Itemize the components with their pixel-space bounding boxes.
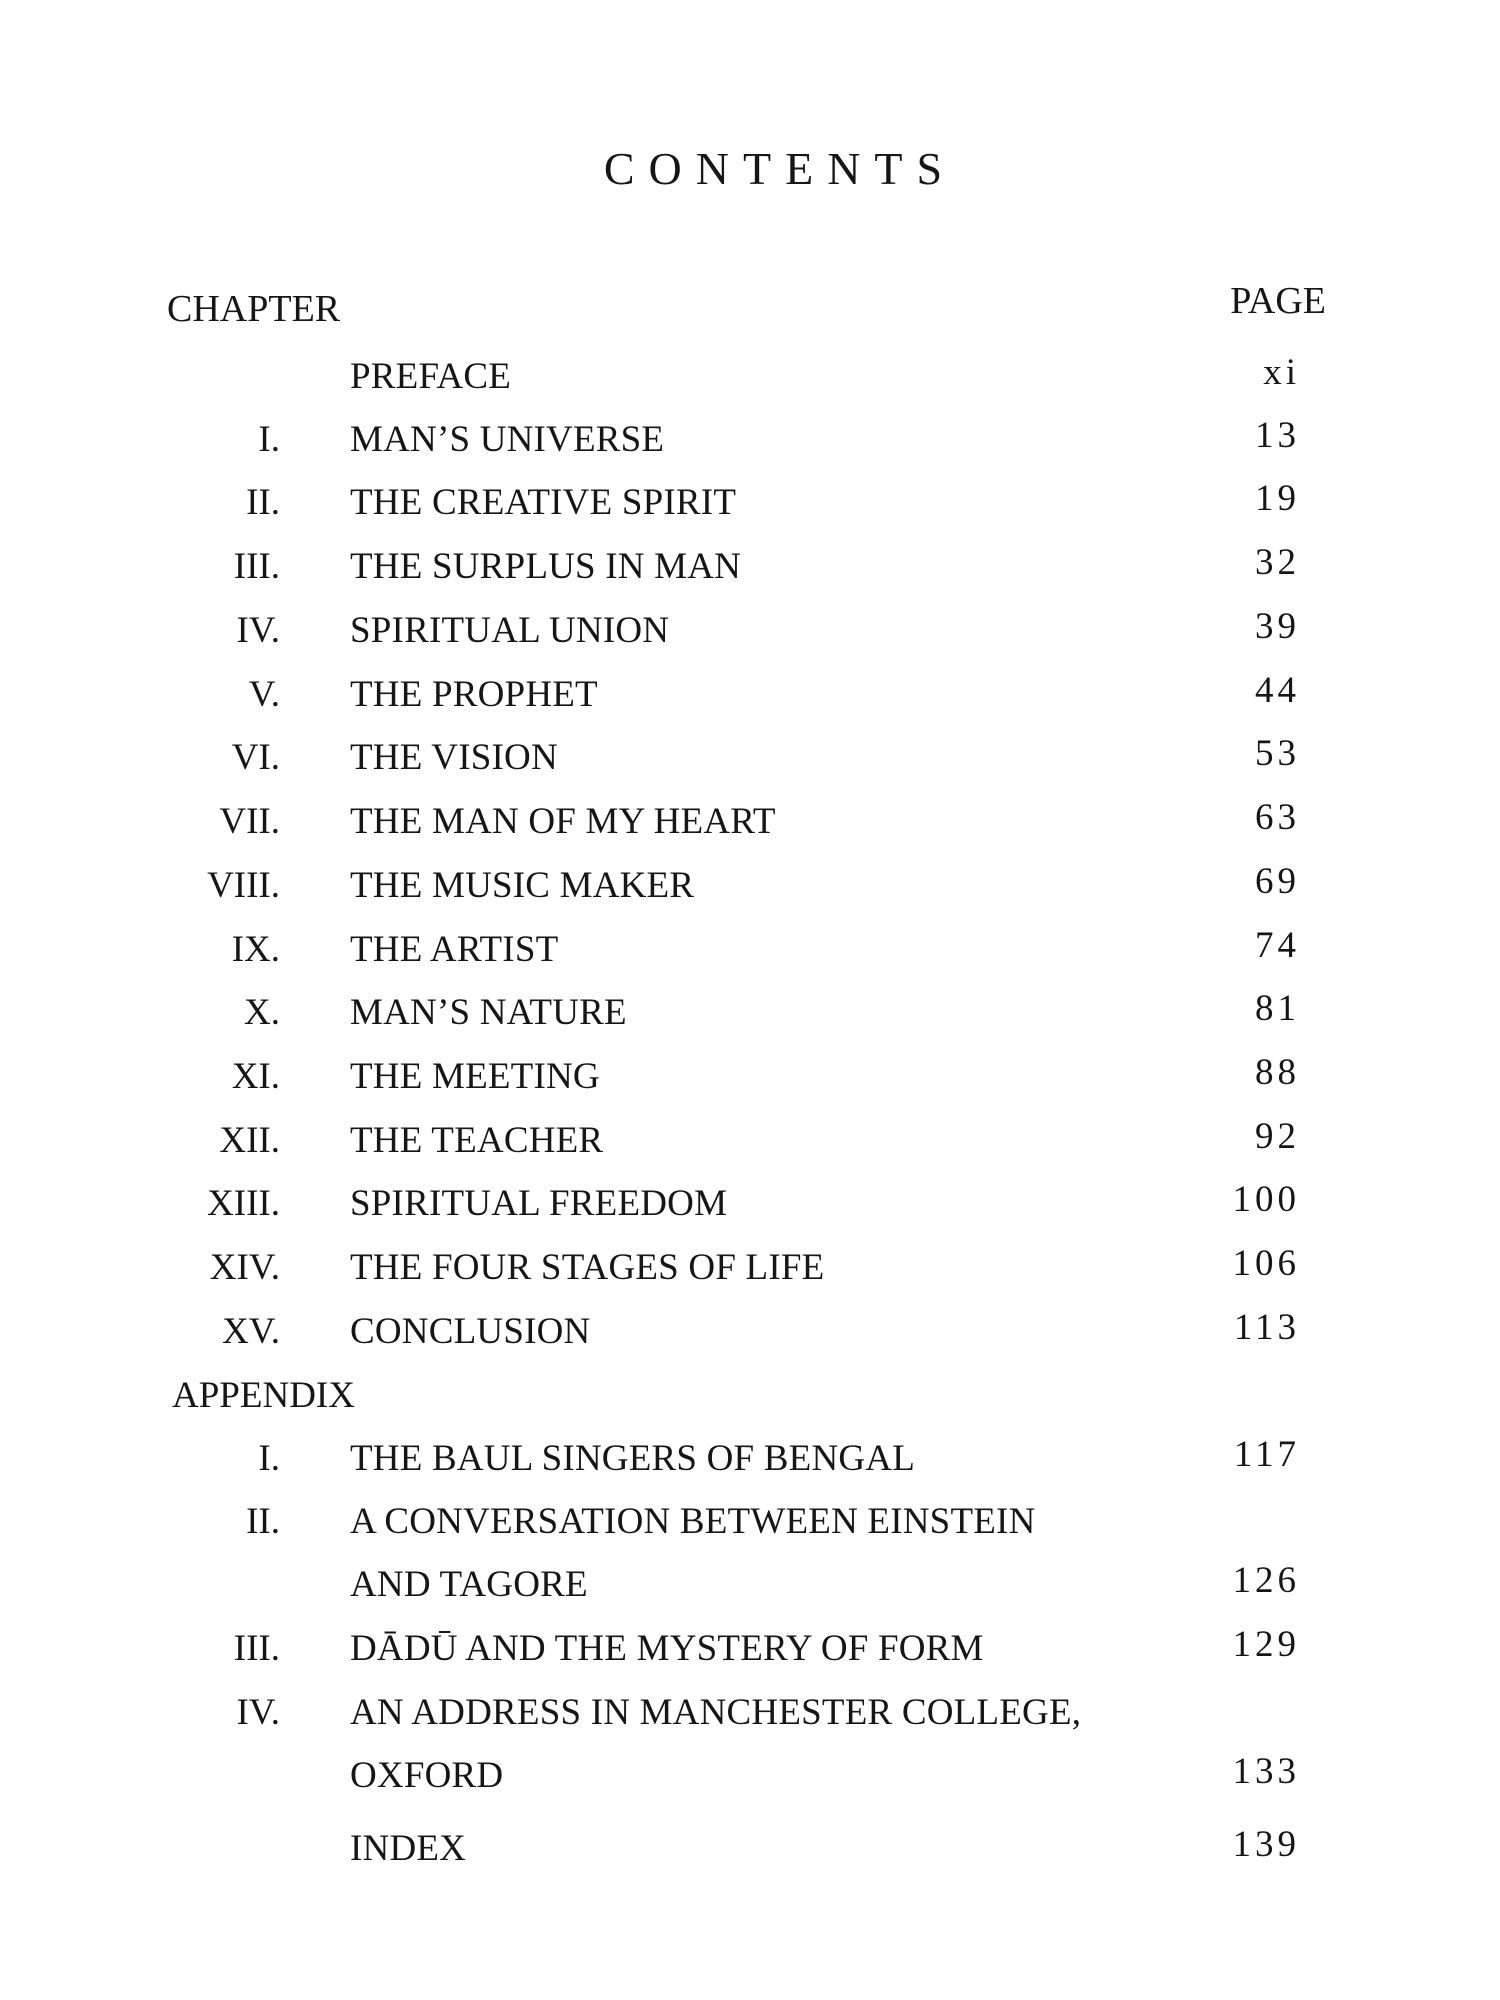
entry-title: THE SURPLUS IN MAN: [350, 546, 742, 587]
toc-entry-appendix[interactable]: [0, 1503, 1500, 1543]
entry-page: 139: [1232, 1824, 1300, 1865]
entry-title: THE MUSIC MAKER: [350, 865, 695, 906]
entry-page: 39: [1255, 606, 1300, 647]
entry-title: SPIRITUAL FREEDOM: [350, 1183, 728, 1224]
entry-page: 106: [1232, 1243, 1300, 1284]
entry-page: 13: [1255, 415, 1300, 456]
entry-title-continued: AND TAGORE: [350, 1564, 588, 1605]
entry-page: 44: [1255, 670, 1300, 711]
entry-page: 32: [1255, 542, 1300, 583]
chapter-number: XIII.: [207, 1183, 280, 1224]
chapter-number: I.: [258, 419, 280, 460]
toc-entry-chapter[interactable]: [0, 1116, 1500, 1162]
entry-title: A CONVERSATION BETWEEN EINSTEIN: [350, 1501, 1036, 1542]
entry-page: 126: [1232, 1560, 1300, 1601]
toc-entry-chapter[interactable]: [0, 1052, 1500, 1098]
toc-entry-chapter[interactable]: [0, 606, 1500, 652]
entry-title: PREFACE: [350, 356, 512, 397]
toc-entry-chapter[interactable]: [0, 1179, 1500, 1225]
appendix-number: IV.: [236, 1692, 280, 1733]
toc-entry-index[interactable]: [0, 1824, 1500, 1870]
toc-entry-chapter[interactable]: [0, 478, 1500, 524]
entry-page: 81: [1255, 988, 1300, 1029]
chapter-number: XV.: [222, 1311, 280, 1352]
appendix-heading: APPENDIX: [172, 1375, 355, 1416]
page-title: CONTENTS: [603, 143, 957, 194]
entry-page: 129: [1232, 1624, 1300, 1665]
chapter-number: V.: [248, 674, 280, 715]
entry-title: MAN’S NATURE: [350, 992, 627, 1033]
entry-title: THE FOUR STAGES OF LIFE: [350, 1247, 825, 1288]
chapter-number: III.: [233, 546, 280, 587]
entry-title-continued: OXFORD: [350, 1755, 504, 1796]
appendix-number: III.: [233, 1628, 280, 1669]
toc-entry-appendix-continued[interactable]: [0, 1560, 1500, 1606]
chapter-number: II.: [246, 482, 280, 523]
entry-title: CONCLUSION: [350, 1311, 591, 1352]
entry-page: 133: [1232, 1751, 1300, 1792]
entry-title: AN ADDRESS IN MANCHESTER COLLEGE,: [350, 1692, 1082, 1733]
entry-page: 63: [1255, 797, 1300, 838]
appendix-number: I.: [258, 1438, 280, 1479]
entry-page: 74: [1255, 925, 1300, 966]
chapter-column-header: CHAPTER: [167, 288, 341, 330]
entry-page: 19: [1255, 478, 1300, 519]
toc-entry-chapter[interactable]: [0, 415, 1500, 461]
toc-entry-appendix[interactable]: [0, 1694, 1500, 1734]
toc-entry-appendix-continued[interactable]: [0, 1751, 1500, 1797]
toc-entry-appendix[interactable]: [0, 1624, 1500, 1670]
page-column-header: PAGE: [1230, 280, 1326, 322]
chapter-number: XIV.: [209, 1247, 280, 1288]
chapter-number: XI.: [231, 1056, 280, 1097]
entry-title: THE MEETING: [350, 1056, 600, 1097]
entry-page: 117: [1233, 1434, 1300, 1475]
entry-title: THE VISION: [350, 737, 558, 778]
appendix-number: II.: [246, 1501, 280, 1542]
entry-title: THE BAUL SINGERS OF BENGAL: [350, 1438, 916, 1479]
entry-title: MAN’S UNIVERSE: [350, 419, 665, 460]
toc-entry-chapter[interactable]: [0, 797, 1500, 843]
entry-page: 113: [1233, 1307, 1300, 1348]
chapter-number: XII.: [219, 1120, 280, 1161]
chapter-number: IV.: [236, 610, 280, 651]
chapter-number: IX.: [231, 929, 280, 970]
toc-entry-appendix[interactable]: [0, 1434, 1500, 1480]
toc-entry-preface[interactable]: [0, 352, 1500, 398]
entry-title: DĀDŪ AND THE MYSTERY OF FORM: [350, 1628, 984, 1669]
entry-page: 53: [1255, 733, 1300, 774]
chapter-number: VII.: [219, 801, 280, 842]
toc-entry-chapter[interactable]: [0, 733, 1500, 779]
entry-title: THE CREATIVE SPIRIT: [350, 482, 737, 523]
entry-page: 88: [1255, 1052, 1300, 1093]
toc-entry-chapter[interactable]: [0, 925, 1500, 971]
toc-entry-chapter[interactable]: [0, 861, 1500, 907]
toc-entry-chapter[interactable]: [0, 670, 1500, 716]
entry-title: THE ARTIST: [350, 929, 559, 970]
entry-page: xi: [1263, 352, 1300, 393]
entry-page: 69: [1255, 861, 1300, 902]
chapter-number: VI.: [231, 737, 280, 778]
entry-title: INDEX: [350, 1828, 467, 1869]
entry-page: 100: [1232, 1179, 1300, 1220]
toc-entry-chapter[interactable]: [0, 542, 1500, 588]
entry-title: SPIRITUAL UNION: [350, 610, 670, 651]
entry-title: THE PROPHET: [350, 674, 598, 715]
toc-entry-chapter[interactable]: [0, 1307, 1500, 1353]
entry-title: THE MAN OF MY HEART: [350, 801, 776, 842]
toc-entry-chapter[interactable]: [0, 988, 1500, 1034]
toc-entry-chapter[interactable]: [0, 1243, 1500, 1289]
entry-title: THE TEACHER: [350, 1120, 604, 1161]
chapter-number: X.: [244, 992, 280, 1033]
entry-page: 92: [1255, 1116, 1300, 1157]
chapter-number: VIII.: [207, 865, 280, 906]
